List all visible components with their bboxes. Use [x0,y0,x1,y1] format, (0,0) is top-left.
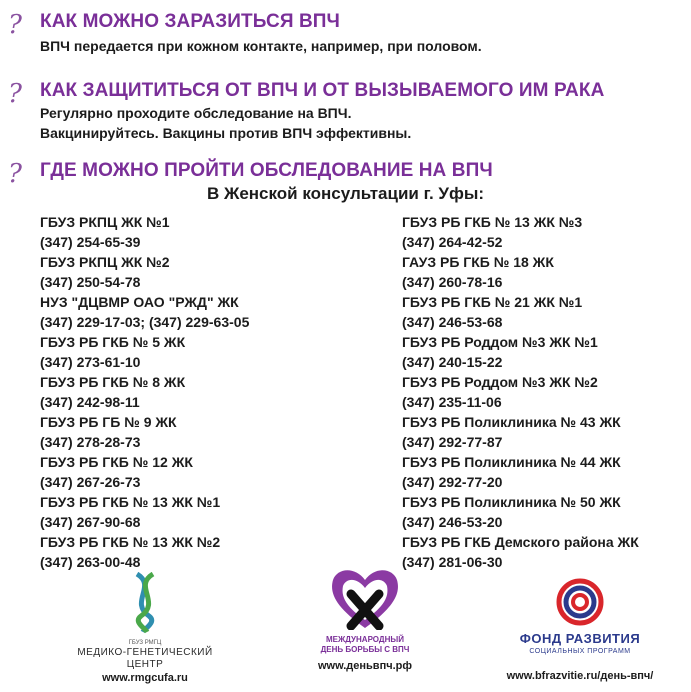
clinic-phone: (347) 246-53-20 [402,514,503,530]
clinic-list-right [402,212,639,572]
dna-logo-icon [115,572,175,634]
clinic-name: ГБУЗ РБ ГКБ № 12 ЖК [40,454,193,470]
clinic-phone: (347) 246-53-68 [402,314,503,330]
vpch-line-1: МЕЖДУНАРОДНЫЙ [326,635,404,644]
clinic-name: ГБУЗ РБ ГКБ № 8 ЖК [40,374,186,390]
clinic-name: ГБУЗ РБ Поликлиника № 44 ЖК [402,454,621,470]
clinic-entry [402,452,639,492]
clinic-entry [402,252,639,292]
clinic-entry [40,292,249,332]
clinic-name: ГБУЗ РБ Поликлиника № 50 ЖК [402,494,621,510]
clinic-entry [40,532,249,572]
clinic-name: ГБУЗ РБ ГКБ № 13 ЖК №3 [402,214,583,230]
clinic-phone: (347) 273-61-10 [40,354,141,370]
vpch-day-logo [300,564,430,673]
clinic-name: ГБУЗ РБ ГКБ № 13 ЖК №1 [40,494,221,510]
mgc-name: МЕДИКО-ГЕНЕТИЧЕСКИЙ [77,647,213,658]
question-mark-icon: ? [8,10,22,40]
clinic-name: ГБУЗ РБ ГКБ № 5 ЖК [40,334,186,350]
clinic-phone: (347) 292-77-87 [402,434,503,450]
mgc-url[interactable]: www.rmgcufa.ru [102,672,188,684]
mgc-small-label: ГБУЗ РМГЦ [128,640,162,646]
question-mark-icon: ? [8,79,22,109]
clinic-phone: (347) 264-42-52 [402,234,503,250]
vpch-line-2: ДЕНЬ БОРЬБЫ С ВПЧ [320,645,410,654]
clinic-entry [402,292,639,332]
clinic-entry [40,492,249,532]
clinic-name: ГБУЗ РБ ГКБ № 21 ЖК №1 [402,294,583,310]
clinic-name: ГБУЗ РБ ГКБ Демского района ЖК [402,534,639,550]
clinic-phone: (347) 267-26-73 [40,474,141,490]
clinic-phone: (347) 292-77-20 [402,474,503,490]
clinic-phone: (347) 267-90-68 [40,514,141,530]
mgc-name-2: ЦЕНТР [126,659,164,670]
section-text: ВПЧ передается при кожном контакте, например, при половом. [40,38,482,54]
clinic-list-left [40,212,249,572]
clinic-entry [40,252,249,292]
clinics-subheading: В Женской консультации г. Уфы: [206,184,485,203]
clinic-entry [40,212,249,252]
heart-x-logo-icon [327,564,403,630]
section-heading: ГДЕ МОЖНО ПРОЙТИ ОБСЛЕДОВАНИЕ НА ВПЧ [40,160,493,181]
clinic-entry [40,412,249,452]
clinic-entry [402,492,639,532]
clinic-name: ГБУЗ РКПЦ ЖК №2 [40,254,170,270]
clinic-phone: (347) 242-98-11 [40,394,140,410]
clinic-phone: (347) 229-17-03; (347) 229-63-05 [40,314,250,330]
clinic-phone: (347) 278-28-73 [40,434,141,450]
question-mark-icon: ? [8,159,22,189]
fund-title: ФОНД РАЗВИТИЯ [519,631,641,646]
section-heading: КАК МОЖНО ЗАРАЗИТЬСЯ ВПЧ [40,11,340,32]
clinic-entry [402,372,639,412]
clinic-phone: (347) 235-11-06 [402,394,502,410]
fund-subtitle: СОЦИАЛЬНЫХ ПРОГРАММ [529,648,631,655]
clinic-name: ГБУЗ РБ ГБ № 9 ЖК [40,414,177,430]
clinic-name: ГБУЗ РБ Поликлиника № 43 ЖК [402,414,621,430]
clinic-name: ГБУЗ РКПЦ ЖК №1 [40,214,170,230]
clinic-phone: (347) 240-15-22 [402,354,503,370]
fund-logo [480,578,680,683]
vpch-url[interactable]: www.деньвпч.рф [317,660,412,672]
section-text: Вакцинируйтесь. Вакцины против ВПЧ эффективны. [40,125,412,141]
clinic-name: НУЗ "ДЦВМР ОАО "РЖД" ЖК [40,294,239,310]
mgc-logo [60,572,230,685]
clinic-phone: (347) 263-00-48 [40,554,141,570]
section-heading: КАК ЗАЩИТИТЬСЯ ОТ ВПЧ И ОТ ВЫЗЫВАЕМОГО ИМ РАКА [40,80,605,101]
clinic-entry [40,372,249,412]
clinic-entry [40,452,249,492]
clinic-name: ГБУЗ РБ Роддом №3 ЖК №2 [402,374,598,390]
spiral-logo-icon [556,578,604,626]
section-text: Регулярно проходите обследование на ВПЧ. [40,105,352,121]
clinic-phone: (347) 254-65-39 [40,234,141,250]
clinic-phone: (347) 281-06-30 [402,554,503,570]
clinic-entry [402,212,639,252]
clinic-name: ГБУЗ РБ Роддом №3 ЖК №1 [402,334,598,350]
fund-url[interactable]: www.bfrazvitie.ru/день-впч/ [506,670,654,682]
clinic-name: ГАУЗ РБ ГКБ № 18 ЖК [402,254,554,270]
clinic-entry [402,412,639,452]
clinic-phone: (347) 260-78-16 [402,274,503,290]
clinic-entry [402,332,639,372]
clinic-entry [40,332,249,372]
clinic-phone: (347) 250-54-78 [40,274,141,290]
clinic-name: ГБУЗ РБ ГКБ № 13 ЖК №2 [40,534,221,550]
clinic-entry [402,532,639,572]
